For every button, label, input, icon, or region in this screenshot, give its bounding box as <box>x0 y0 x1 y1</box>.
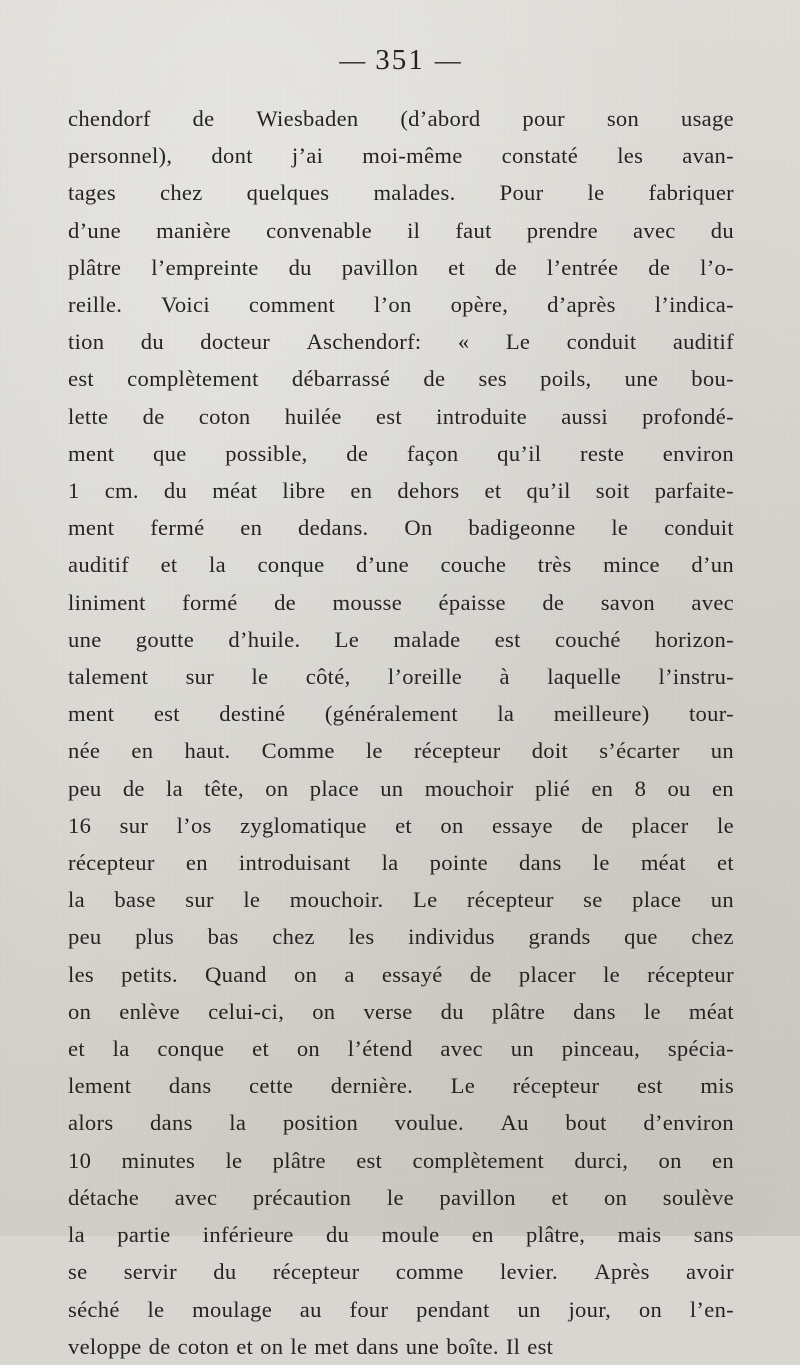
text-line: personnel), dont j’ai moi-même constaté les avan- <box>68 143 734 169</box>
text-line: la partie inférieure du moule en plâtre, mais sans <box>68 1222 734 1248</box>
text-line: talement sur le côté, l’oreille à laquelle l’instru- <box>68 664 734 690</box>
text-line: née en haut. Comme le récepteur doit s’écarter un <box>68 738 734 764</box>
text-line: 10 minutes le plâtre est complètement durci, on en <box>68 1147 734 1173</box>
text-line: ment fermé en dedans. On badigeonne le conduit <box>68 515 734 541</box>
text-line: les petits. Quand on a essayé de placer le récepteur <box>68 961 734 987</box>
page-number-dash-right: — <box>434 46 461 75</box>
text-line: on enlève celui-ci, on verse du plâtre dans le méat <box>68 998 734 1024</box>
text-line: liniment formé de mousse épaisse de savon avec <box>68 589 734 615</box>
text-line: une goutte d’huile. Le malade est couché horizon- <box>68 626 734 652</box>
text-line: récepteur en introduisant la pointe dans le méat et <box>68 850 734 876</box>
text-line: détache avec précaution le pavillon et on soulève <box>68 1184 734 1210</box>
text-line: veloppe de coton et on le met dans une boîte. Il est <box>68 1333 554 1359</box>
text-line: lette de coton huilée est introduite aussi profondé- <box>68 403 734 429</box>
page-number-value: 351 <box>375 44 425 76</box>
text-line: et la conque et on l’étend avec un pinceau, spécia- <box>68 1036 734 1062</box>
text-line: 1 cm. du méat libre en dehors et qu’il soit parfaite- <box>68 478 734 504</box>
text-line: séché le moulage au four pendant un jour, on l’en- <box>68 1296 734 1322</box>
text-line: tages chez quelques malades. Pour le fabriquer <box>68 180 734 206</box>
text-line: peu plus bas chez les individus grands que chez <box>68 924 734 950</box>
text-line: peu de la tête, on place un mouchoir plié en 8 ou en <box>68 775 734 801</box>
text-line: plâtre l’empreinte du pavillon et de l’entrée de l’o- <box>68 254 734 280</box>
text-line: ment est destiné (généralement la meilleure) tour- <box>68 701 734 727</box>
page-number-dash-left: — <box>339 46 366 75</box>
text-line: chendorf de Wiesbaden (d’abord pour son usage <box>68 106 734 131</box>
text-line: la base sur le mouchoir. Le récepteur se place un <box>68 887 734 913</box>
text-line: tion du docteur Aschendorf: « Le conduit auditif <box>68 329 734 355</box>
text-line: auditif et la conque d’une couche très mince d’un <box>68 552 734 578</box>
text-line: lement dans cette dernière. Le récepteur est mis <box>68 1073 734 1099</box>
text-line: est complètement débarrassé de ses poils, une bou- <box>68 366 734 392</box>
text-line: se servir du récepteur comme levier. Après avoir <box>68 1259 734 1285</box>
paragraph <box>68 100 734 1365</box>
text-line: reille. Voici comment l’on opère, d’après l’indica- <box>68 292 734 318</box>
text-line: 16 sur l’os zyglomatique et on essaye de placer le <box>68 812 734 838</box>
body-text <box>68 100 734 1365</box>
text-line: alors dans la position voulue. Au bout d’environ <box>68 1110 734 1136</box>
text-line: ment que possible, de façon qu’il reste environ <box>68 440 734 466</box>
text-line: d’une manière convenable il faut prendre avec du <box>68 217 734 243</box>
page-number <box>0 44 800 77</box>
